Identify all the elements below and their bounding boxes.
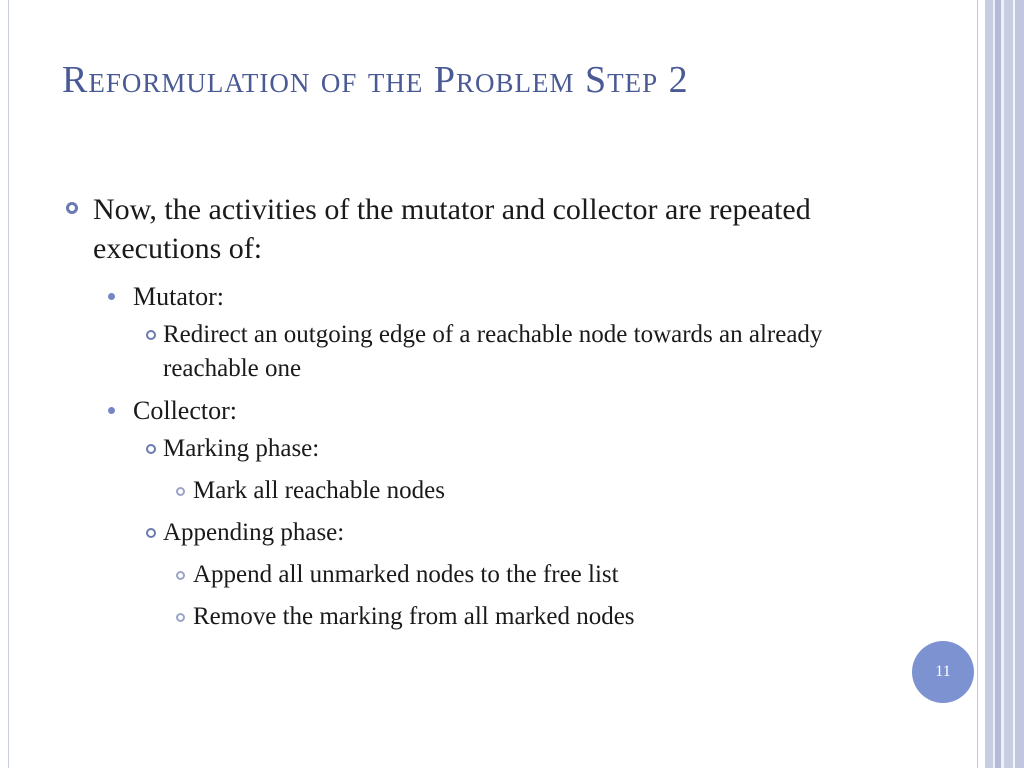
bullet-text: Appending phase:	[163, 519, 345, 546]
right-decor-stripe	[1015, 0, 1024, 768]
slide-title: Reformulation of the Problem Step 2	[62, 59, 689, 101]
bullet-text: Now, the activities of the mutator and collector are repeated executions of:	[93, 193, 811, 265]
list-item	[174, 600, 882, 634]
list-item	[62, 190, 882, 268]
list-item	[174, 474, 882, 508]
bullet-text: Marking phase:	[163, 435, 320, 462]
bullet-text: Mutator:	[133, 282, 224, 311]
bullet-text: Collector:	[133, 396, 237, 425]
ring-bullet-icon	[146, 330, 156, 340]
bullet-text: Append all unmarked nodes to the free list	[193, 561, 619, 588]
page-number: 11	[935, 663, 951, 680]
list-item	[144, 516, 882, 550]
dot-bullet-icon	[108, 407, 115, 414]
ring-bullet-icon	[146, 444, 156, 454]
ring-bullet-icon	[176, 571, 185, 580]
list-item	[144, 318, 882, 386]
right-decor-stripe	[1004, 0, 1013, 768]
bullet-list	[62, 190, 882, 642]
list-item	[104, 280, 882, 314]
left-border-line	[8, 0, 9, 768]
ring-bullet-icon	[146, 528, 156, 538]
ring-bullet-icon	[176, 487, 185, 496]
ring-bullet-icon	[176, 613, 185, 622]
list-item	[104, 394, 882, 428]
list-item	[144, 432, 882, 466]
page-number-badge	[912, 641, 974, 703]
bullet-text: Redirect an outgoing edge of a reachable node towards an already reachable one	[163, 321, 823, 382]
list-item	[174, 558, 882, 592]
ring-bullet-icon	[66, 202, 78, 214]
dot-bullet-icon	[108, 293, 115, 300]
right-decor-stripe	[985, 0, 993, 768]
right-decor-stripe	[977, 0, 978, 768]
bullet-text: Remove the marking from all marked nodes	[193, 603, 635, 630]
bullet-text: Mark all reachable nodes	[193, 477, 445, 504]
